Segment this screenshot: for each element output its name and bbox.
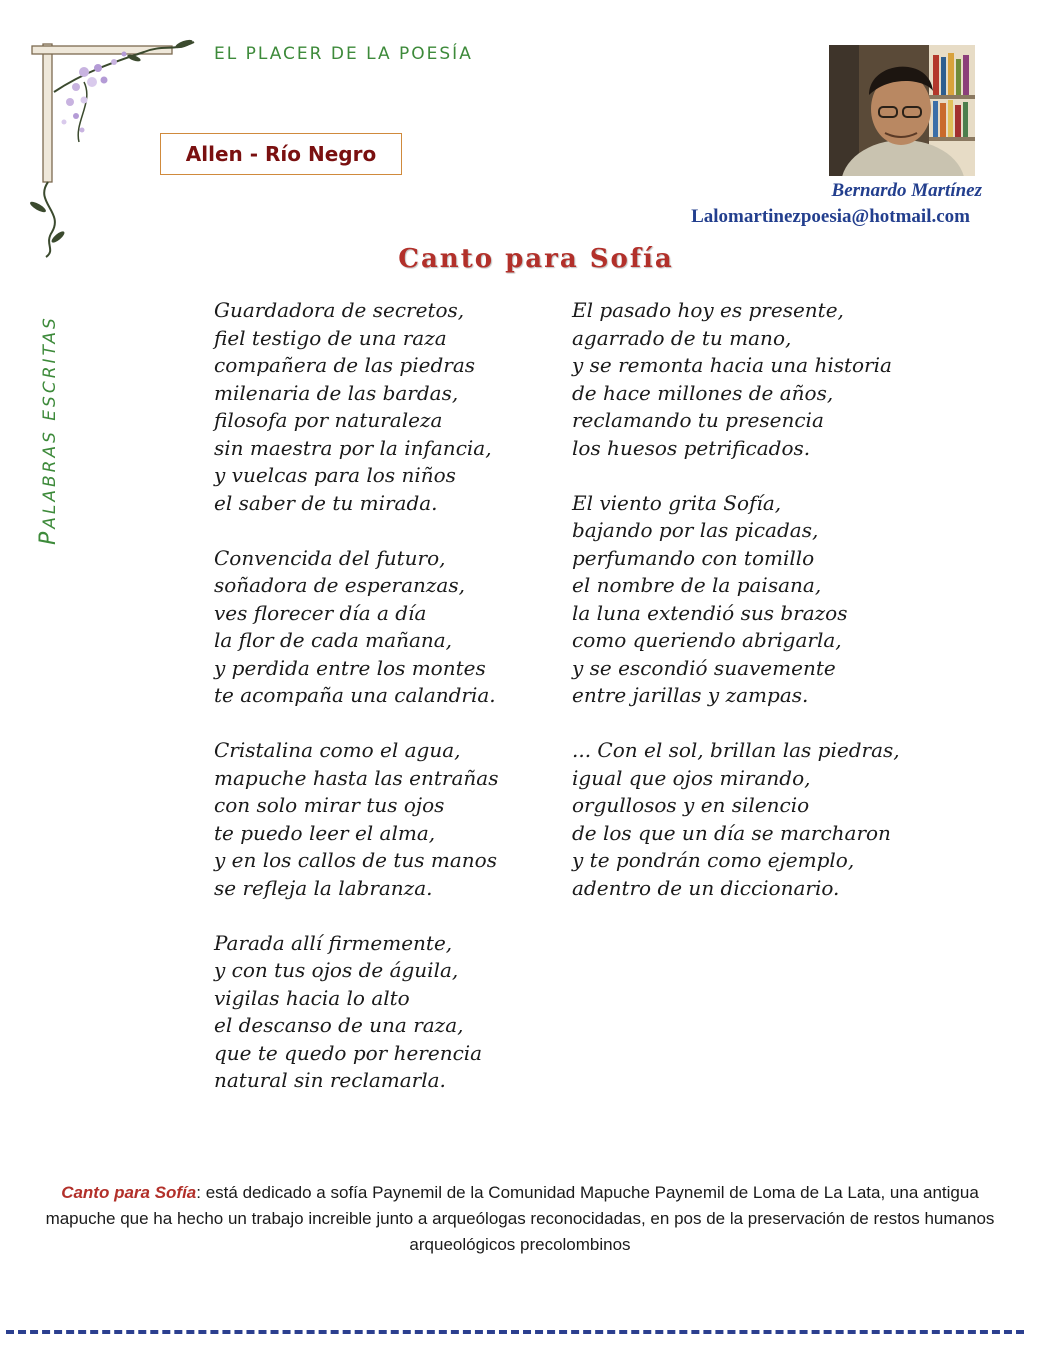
poem-line: de los que un día se marcharon bbox=[572, 820, 891, 845]
poem-line: soñadora de esperanzas, bbox=[214, 573, 465, 597]
author-photo bbox=[829, 45, 975, 176]
poem-line: los huesos petrificados. bbox=[572, 435, 811, 460]
dedication-title: Canto para Sofía bbox=[61, 1183, 197, 1202]
poem-line: sin maestra por la infancia, bbox=[214, 435, 492, 460]
poem-line: Cristalina como el agua, bbox=[214, 738, 461, 762]
poem-column-left bbox=[214, 297, 498, 1122]
poem-line: y se escondió suavemente bbox=[572, 655, 836, 680]
dedication-text: : está dedicado a sofía Paynemil de la Comunidad Mapuche Paynemil de Loma de La Lata, una antigua mapuche que ha hecho un trabajo increible junto a arqueólogas reconocidadas, en pos de la preservación de restos humanos arqueológicos precolombinos bbox=[45, 1183, 995, 1254]
poem-line: filosofa por naturaleza bbox=[214, 408, 443, 432]
poem-line: bajando por las picadas, bbox=[572, 518, 819, 542]
side-label bbox=[36, 315, 61, 545]
footer-divider bbox=[6, 1330, 1024, 1334]
poem-line: natural sin reclamarla. bbox=[214, 1068, 446, 1092]
poem-line: El viento grita Sofía, bbox=[572, 490, 782, 515]
poem-line: orgullosos y en silencio bbox=[572, 793, 810, 817]
poem-line: fiel testigo de una raza bbox=[214, 325, 447, 350]
poem-stanza bbox=[572, 490, 900, 710]
poem-line: igual que ojos mirando, bbox=[572, 765, 811, 790]
poem-line: y perdida entre los montes bbox=[214, 655, 486, 680]
poem-line: mapuche hasta las entrañas bbox=[214, 765, 499, 790]
poem-line: Parada allí firmemente, bbox=[214, 930, 453, 955]
poem-line: con solo mirar tus ojos bbox=[214, 793, 445, 817]
poem-stanza bbox=[214, 545, 498, 710]
poem-line: milenaria de las bardas, bbox=[214, 380, 459, 405]
poem-line: y se remonta hacia una historia bbox=[572, 353, 892, 377]
author-email[interactable]: Lalomartinezpoesia@hotmail.com bbox=[691, 206, 970, 227]
side-label-rest: ALABRAS ESCRITAS bbox=[40, 315, 60, 529]
poem-line: y vuelcas para los niños bbox=[214, 463, 456, 487]
poem-line: la flor de cada mañana, bbox=[214, 628, 453, 652]
poem-line: Convencida del futuro, bbox=[214, 545, 446, 570]
poem-line: compañera de las piedras bbox=[214, 353, 476, 377]
poem-line: perfumando con tomillo bbox=[572, 545, 815, 570]
poem-title: Canto para Sofía bbox=[398, 244, 674, 274]
poem-line: entre jarillas y zampas. bbox=[572, 683, 809, 707]
poem-line: Guardadora de secretos, bbox=[214, 298, 465, 322]
poem-line: el nombre de la paisana, bbox=[572, 573, 822, 597]
poem-line: El pasado hoy es presente, bbox=[572, 298, 844, 322]
poem-line: te puedo leer el alma, bbox=[214, 820, 436, 845]
poem-line: y con tus ojos de águila, bbox=[214, 958, 459, 982]
location-label: Allen - Río Negro bbox=[185, 142, 377, 166]
dedication-note bbox=[40, 1180, 1000, 1258]
poem-line: que te quedo por herencia bbox=[214, 1040, 483, 1065]
poem-line: la luna extendió sus brazos bbox=[572, 600, 848, 625]
poem-line: vigilas hacia lo alto bbox=[214, 985, 410, 1010]
poem-column-right bbox=[572, 297, 900, 930]
poem-line: y en los callos de tus manos bbox=[214, 848, 497, 872]
poem-stanza bbox=[572, 737, 900, 902]
poem-line: como queriendo abrigarla, bbox=[572, 628, 842, 652]
author-name: Bernardo Martínez bbox=[831, 180, 982, 201]
poem-line: reclamando tu presencia bbox=[572, 408, 824, 432]
poem-line: de hace millones de años, bbox=[572, 380, 834, 405]
poem-line: ... Con el sol, brillan las piedras, bbox=[572, 738, 900, 762]
location-box bbox=[160, 133, 402, 175]
poem-stanza bbox=[214, 930, 498, 1095]
poem-line: adentro de un diccionario. bbox=[572, 875, 840, 900]
poem-stanza bbox=[572, 297, 900, 462]
poem-line: agarrado de tu mano, bbox=[572, 325, 792, 350]
poem-line: te acompaña una calandria. bbox=[214, 683, 496, 707]
poem-line: el descanso de una raza, bbox=[214, 1013, 464, 1037]
poem-stanza bbox=[214, 737, 498, 902]
section-title: EL PLACER DE LA POESÍA bbox=[214, 44, 473, 64]
poem-line: ves florecer día a día bbox=[214, 600, 427, 625]
poem-line: se refleja la labranza. bbox=[214, 875, 433, 900]
poem-line: el saber de tu mirada. bbox=[214, 490, 438, 515]
poem-line: y te pondrán como ejemplo, bbox=[572, 848, 855, 872]
poem-stanza bbox=[214, 297, 498, 517]
side-label-initial: P bbox=[36, 528, 61, 545]
